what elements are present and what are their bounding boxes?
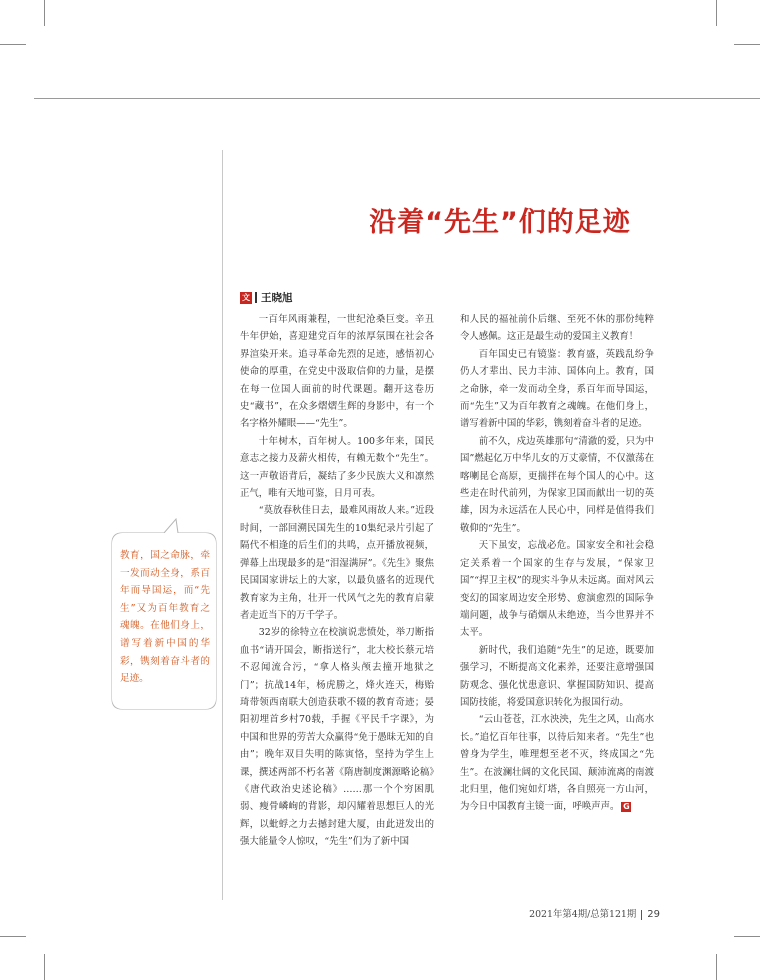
end-mark: G: [623, 801, 630, 811]
page-footer: [529, 906, 660, 920]
paragraph: 32岁的徐特立在校演说悲愤处，举刀断指血书“请开国会，断指送行”，北大校长蔡元培不忍闻流合污，“拿人格头颅去撞开地狱之门”；抗战14年，杨虎勝之，烽火连天，梅贻琦带领西南联大创造获歌不辍的教育奇迹；晏阳初埋首乡村70载，手握《平民千字课》，为中国和世界的劳苦大众赢得“免于愚昧无知的自由”；晚年双目失明的陈寅恪，坚持为学生上课，撰述两部不朽名著《隋唐制度渊源略论稿》《唐代政治史述论稿》……那一个个穷困肌弱、瘦骨嶙峋的背影，却闪耀着思想巨人的光辉，以蚍蜉之力去撼封建大厦，由此迸发出的强大能量令人惊叹，“先生”们为了新中国: [240, 627, 434, 848]
paragraph: 十年树木，百年树人。100多年来，国民意志之接力及薪火相传，有赖无数个“先生”。这一声敬语背后，凝结了多少民族大义和凛然正气，唯有天地可鉴，日月可表。: [240, 435, 434, 500]
paragraph: 和人民的福祉前仆后继、至死不休的那份纯粹令人感佩。这正是最生动的爱国主义教育！: [460, 314, 654, 343]
article-title: 沿着“先生”们的足迹: [369, 207, 631, 238]
issue-info: 2021年第4期/总第121期: [529, 909, 637, 920]
author-name: 王晓旭: [261, 292, 293, 304]
paragraph: 天下虽安，忘战必危。国家安全和社会稳定关系着一个国家的生存与发展，“保家卫国”“捍卫主权”的现实斗争从未远离。面对风云变幻的国家周边安全形势、愈演愈烈的国际争端问题，战争与硝烟从未绝迹，当今世界并不太平。: [460, 540, 654, 639]
paragraph: “莫放春秋佳日去，最难风雨故人来。”近段时间，一部回溯民国先生的10集纪录片引起了隔代不相逢的后生们的共鸣，点开播放视频，弹幕上出现最多的是“泪湿满屏”。《先生》聚焦民国国家讲坛上的大家，以最负盛名的近现代教育家为主角，壮开一代风气之先的教育启蒙者走近当下的万千学子。: [240, 505, 434, 621]
page-number: 29: [647, 909, 660, 920]
paragraph: 新时代，我们追随“先生”的足迹，既要加强学习，不断提高文化素养，还要注意增强国防观念、强化忧患意识、掌握国防知识、提高国防技能，将爱国意识转化为报国行动。: [460, 644, 654, 708]
pull-quote: 教育，国之命脉，牵一发而动全身，系百年而导国运，而“先生”又为百年教育之魂魄。在他们身上，谱写着新中国的华彩，镌刻着奋斗者的足迹。: [112, 533, 216, 709]
paragraph-text: “云山苍苍，江水泱泱，先生之风，山高水长。”追忆百年往事，以待后知来者。“先生”也曾身为学生，唯理想至老不灭，终成国之“先生”。在波澜壮阔的文化民国、颠沛流离的南渡北归里，他们宛如灯塔，各自照亮一方山河，为今日中国教育主镜一面，呼唤声声。: [460, 714, 654, 813]
byline-tag: 文: [242, 292, 250, 302]
paragraph: 一百年风雨兼程，一世纪沧桑巨变。辛丑牛年伊始，喜迎建党百年的浓厚氛围在社会各界渲染开来。追寻革命先烈的足迹，感悟初心使命的厚重，在党史中汲取信仰的力量，是摆在每一位国人面前的时代课题。翻开这卷历史“藏书”，在众多熠熠生辉的身影中，有一个名字格外耀眼——“先生”。: [240, 314, 434, 430]
paragraph: 百年国史已有镜鉴：教育盛，英践乱纷争仍人才辈出、民力丰沛、国体向上。教育，国之命脉，牵一发而动全身，系百年而导国运，而“先生”又为百年教育之魂魄。在他们身上，谱写着新中国的华彩，镌刻着奋斗者的足迹。: [460, 348, 654, 430]
footer-divider: [641, 910, 642, 920]
paragraph: 前不久，戍边英雄那句“清澈的爱，只为中国”燃起亿万中华儿女的万丈豪情，不仅激荡在喀喇昆仑高原，更揣拌在每个国人的心中。这些走在时代前列，为保家卫国而献出一切的英雄，因为永远活在人民心中，同样是值得我们敬仰的“先生”。: [460, 435, 654, 534]
